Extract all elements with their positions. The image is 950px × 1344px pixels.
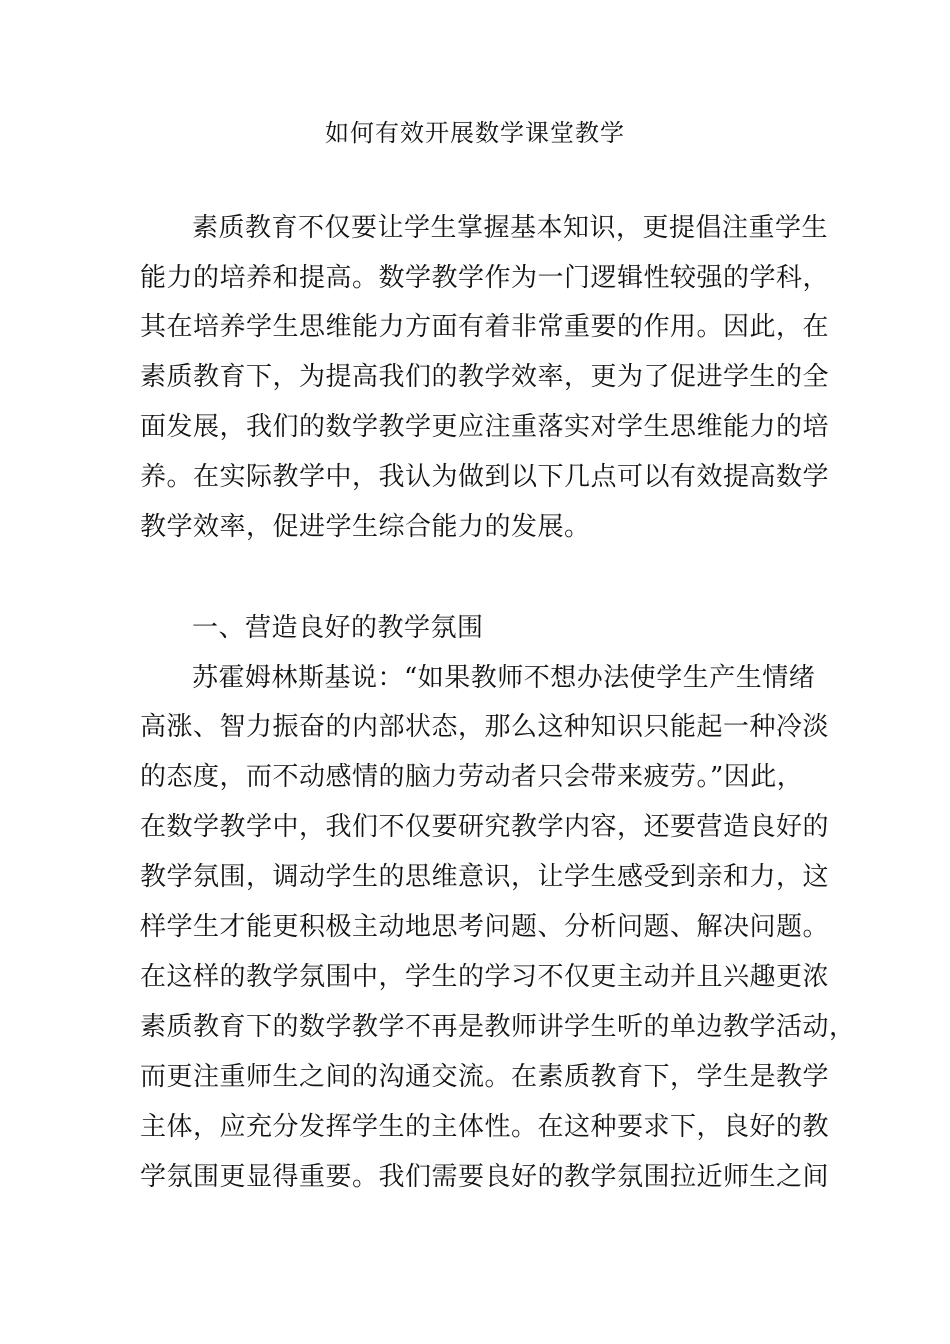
intro-line-6: 养。在实际教学中，我认为做到以下几点可以有效提高数学	[140, 462, 830, 492]
section-line-8: 素质教育下的数学教学不再是教师讲学生听的单边教学活动，	[140, 1012, 856, 1042]
section-line-9: 而更注重师生之间的沟通交流。在素质教育下，学生是教学	[140, 1062, 830, 1092]
section-line-5: 教学氛围，调动学生的思维意识，让学生感受到亲和力，这	[140, 862, 830, 892]
section-heading: 一、营造良好的教学氛围	[192, 613, 484, 643]
section-line-10: 主体，应充分发挥学生的主体性。在这种要求下，良好的教	[140, 1112, 830, 1142]
document-title: 如何有效开展数学课堂教学	[325, 119, 625, 147]
section-line-11: 学氛围更显得重要。我们需要良好的教学氛围拉近师生之间	[140, 1162, 830, 1192]
section-line-6: 样学生才能更积极主动地思考问题、分析问题、解决问题。	[140, 912, 830, 942]
intro-line-5: 面发展，我们的数学教学更应注重落实对学生思维能力的培	[140, 412, 830, 442]
intro-line-2: 能力的培养和提高。数学教学作为一门逻辑性较强的学科，	[140, 263, 830, 293]
intro-line-7: 教学效率，促进学生综合能力的发展。	[140, 512, 591, 542]
section-line-2: 高涨、智力振奋的内部状态，那么这种知识只能起一种冷淡	[140, 712, 830, 742]
intro-line-3: 其在培养学生思维能力方面有着非常重要的作用。因此，在	[140, 312, 830, 342]
intro-line-1: 素质教育不仅要让学生掌握基本知识，更提倡注重学生	[192, 213, 829, 243]
section-line-7: 在这样的教学氛围中，学生的学习不仅更主动并且兴趣更浓	[140, 962, 830, 992]
section-line-1: 苏霍姆林斯基说：“如果教师不想办法使学生产生情绪	[192, 663, 816, 693]
intro-line-4: 素质教育下，为提高我们的教学效率，更为了促进学生的全	[140, 362, 830, 392]
section-line-3: 的态度，而不动感情的脑力劳动者只会带来疲劳。”因此，	[140, 762, 804, 792]
section-line-4: 在数学教学中，我们不仅要研究教学内容，还要营造良好的	[140, 812, 830, 842]
